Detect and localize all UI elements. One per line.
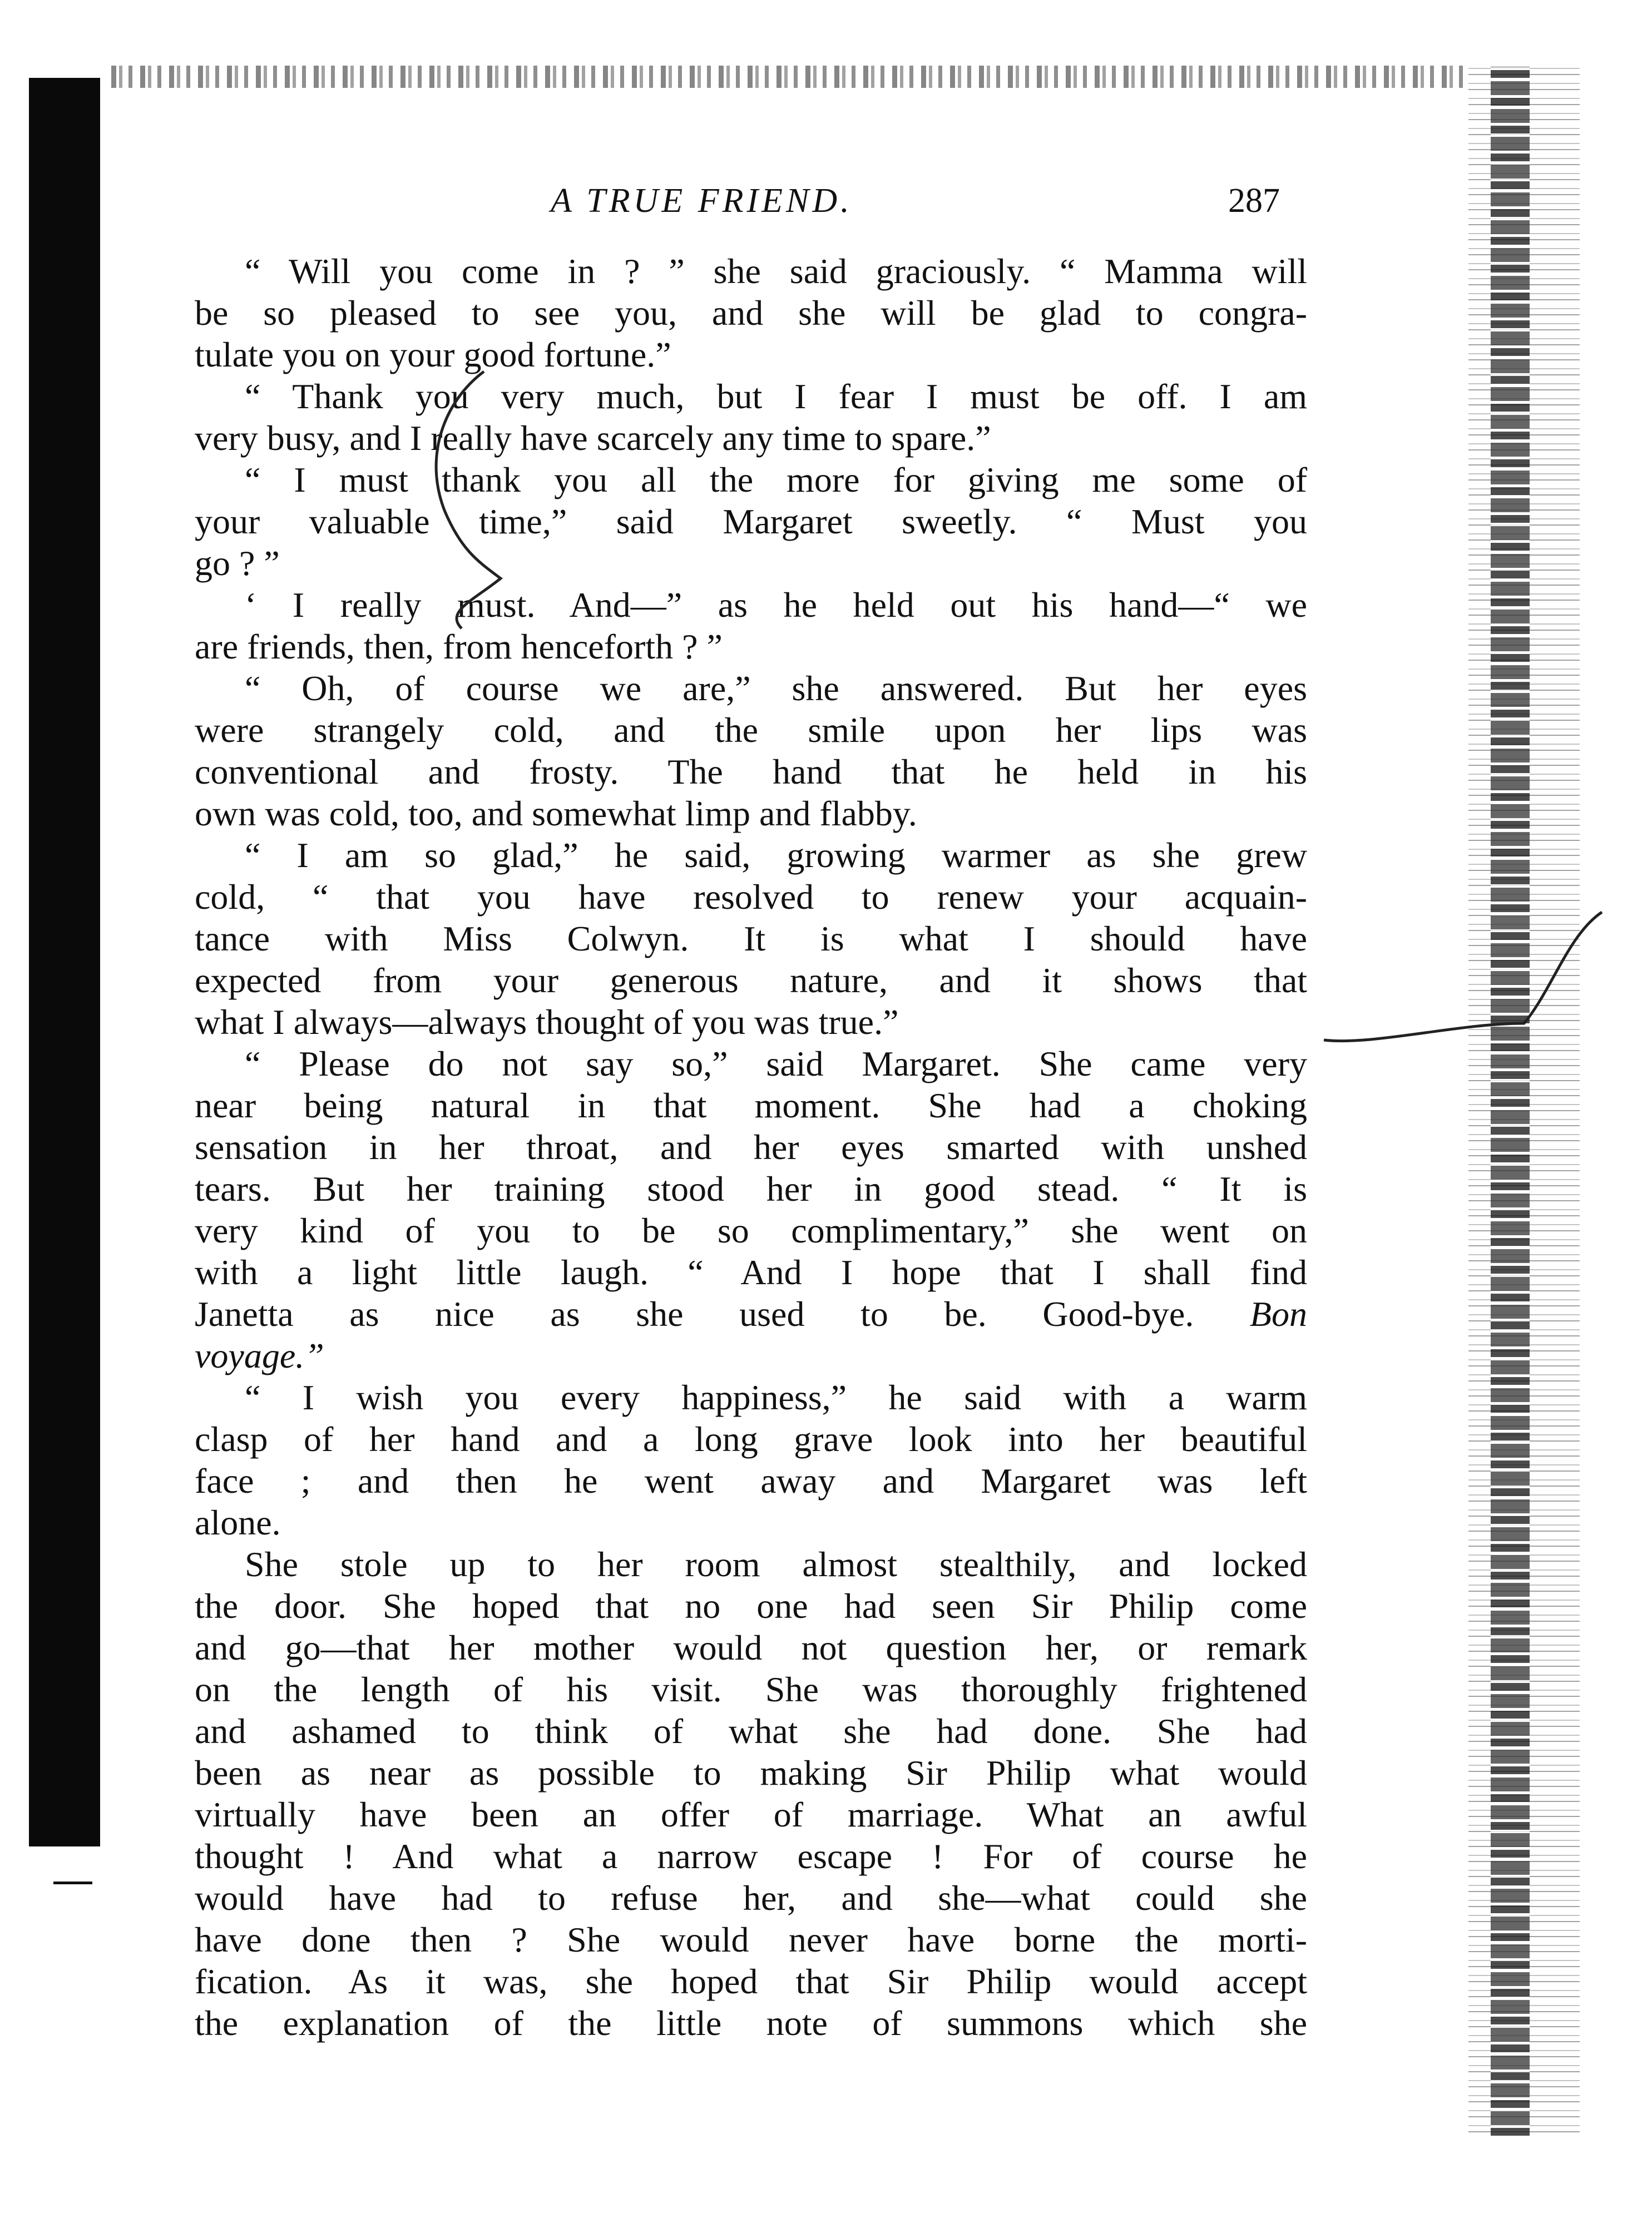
text-line: “ Will you come in ? ” she said graciously. “ Mamma will (245, 251, 1307, 291)
text-line: cold, “ that you have resolved to renew your acquain- (195, 877, 1307, 917)
text-line: expected from your generous nature, and it shows that (195, 960, 1307, 1000)
text-line: clasp of her hand and a long grave look into her beautiful (195, 1419, 1307, 1459)
text-line: alone. (195, 1503, 281, 1542)
text-line: “ Please do not say so,” said Margaret. She came very (245, 1044, 1307, 1083)
text-line: She stole up to her room almost stealthily, and locked (245, 1544, 1307, 1584)
text-line: sensation in her throat, and her eyes smarted with unshed (195, 1127, 1307, 1167)
text-line: on the length of his visit. She was thoroughly frightened (195, 1670, 1307, 1709)
scan-top-edge (111, 66, 1468, 88)
running-title: A TRUE FRIEND. (551, 182, 853, 220)
text-line: what I always—always thought of you was true.” (195, 1002, 899, 1042)
text-line: conventional and frosty. The hand that he held in his (195, 752, 1307, 791)
text-line: voyage.” (195, 1336, 324, 1375)
text-line: the explanation of the little note of summons which she (195, 2003, 1307, 2043)
text-line: and go—that her mother would not question her, or remark (195, 1628, 1307, 1667)
text-line: very kind of you to be so complimentary,” she went on (195, 1211, 1307, 1250)
text-line: your valuable time,” said Margaret sweetly. “ Must you (195, 502, 1307, 541)
scan-left-binding-shadow (29, 78, 100, 1846)
text-line: very busy, and I really have scarcely any time to spare.” (195, 418, 991, 458)
text-line: would have had to refuse her, and she—what could she (195, 1878, 1307, 1918)
scan-left-mark (53, 1882, 92, 1884)
text-line: near being natural in that moment. She had a choking (195, 1086, 1307, 1125)
text-line: tance with Miss Colwyn. It is what I should have (195, 919, 1307, 958)
text-line-with-italic (195, 1293, 1307, 1335)
text-line: the door. She hoped that no one had seen Sir Philip come (195, 1586, 1307, 1626)
text-line: “ Thank you very much, but I fear I must be off. I am (245, 377, 1307, 416)
text-line: “ I am so glad,” he said, growing warmer as she grew (245, 835, 1307, 875)
text-line-part: Janetta as nice as she used to be. Good-bye. (195, 1294, 1194, 1334)
text-line: thought ! And what a narrow escape ! For of course he (195, 1836, 1307, 1876)
text-line: with a light little laugh. “ And I hope that I shall find (195, 1252, 1307, 1292)
page-number: 287 (1228, 182, 1280, 220)
text-line: own was cold, too, and somewhat limp and flabby. (195, 794, 917, 833)
text-line: face ; and then he went away and Margaret was left (195, 1461, 1307, 1501)
text-line: virtually have been an offer of marriage. What an awful (195, 1795, 1307, 1834)
text-line: “ I must thank you all the more for giving me some of (245, 460, 1307, 499)
text-line: tears. But her training stood her in good stead. “ It is (195, 1169, 1307, 1209)
text-line: and ashamed to think of what she had done. She had (195, 1711, 1307, 1751)
italic-phrase: Bon (1249, 1294, 1308, 1334)
text-line: have done then ? She would never have borne the morti- (195, 1920, 1307, 1959)
text-line: go ? ” (195, 543, 280, 583)
scan-right-edge-shadow (1491, 67, 1530, 2136)
text-line: were strangely cold, and the smile upon her lips was (195, 710, 1307, 750)
text-line: are friends, then, from henceforth ? ” (195, 627, 723, 666)
text-line: ‘ I really must. And—” as he held out his hand—“ we (245, 585, 1307, 625)
text-line: “ Oh, of course we are,” she answered. But her eyes (245, 669, 1307, 708)
text-line: “ I wish you every happiness,” he said with a warm (245, 1378, 1307, 1417)
body-text (195, 250, 1307, 2044)
text-line: fication. As it was, she hoped that Sir Philip would accept (195, 1962, 1307, 2001)
text-line: been as near as possible to making Sir Philip what would (195, 1753, 1307, 1793)
text-line: tulate you on your good fortune.” (195, 335, 671, 374)
text-line: be so pleased to see you, and she will be glad to congra- (195, 293, 1307, 333)
